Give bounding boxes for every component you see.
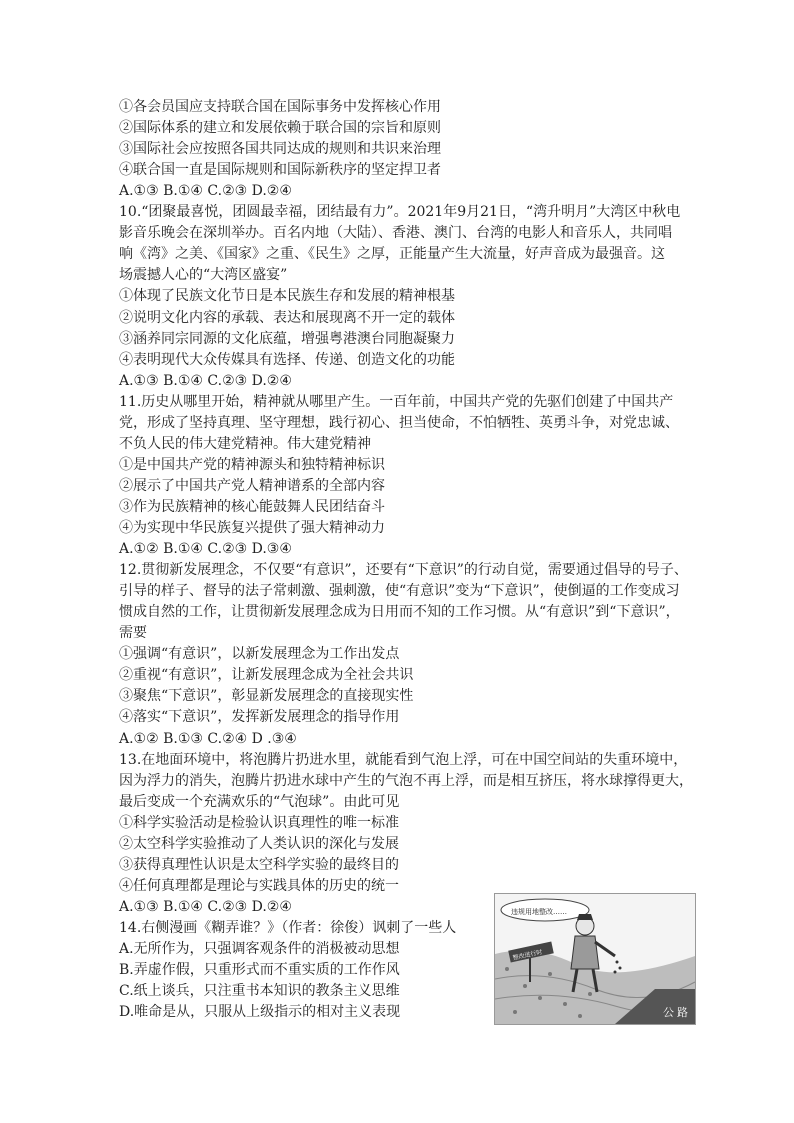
- text-line: ④为实现中华民族复兴提供了强大精神动力: [119, 520, 385, 536]
- text-line: ②说明文化内容的承载、表达和展现离不开一定的载体: [119, 309, 455, 326]
- text-line: 10.“团聚最喜悦，团圆最幸福，团结最有力”。2021年9月21日，“湾升明月”大湾区中秋电: [119, 204, 681, 221]
- text-line: ①是中国共产党的精神源头和独特精神标识: [119, 456, 385, 473]
- cartoon-speech-text: 违规用地整改……: [511, 908, 567, 916]
- text-line: ③获得真理性认识是太空科学实验的最终目的: [119, 856, 399, 873]
- cartoon-road-label: 公 路: [663, 1007, 689, 1019]
- text-line: 响《湾》之美、《国家》之重、《民生》之厚，正能量产生大流量，好声音成为最强音。这: [119, 246, 665, 263]
- text-line: 14.右侧漫画《糊弄谁？》（作者：徐俊）讽刺了一些人: [119, 919, 457, 936]
- text-line: A.①③ B.①④ C.②③ D.②④: [119, 898, 292, 915]
- text-line: 最后变成一个充满欢乐的“气泡球”。由此可见: [119, 793, 400, 810]
- text-line: ①各会员国应支持联合国在国际事务中发挥核心作用: [119, 99, 441, 115]
- cartoon-sign-text: 整改进行时: [512, 948, 544, 962]
- text-line: A.①② B.①④ C.②③ D.③④: [119, 541, 292, 558]
- text-line: ④联合国一直是国际规则和国际新秩序的坚定捍卫者: [119, 162, 441, 179]
- text-line: ③聚焦“下意识”，彰显新发展理念的直接现实性: [119, 688, 414, 705]
- text-line: C.纸上谈兵，只注重书本知识的教条主义思维: [119, 983, 400, 1000]
- text-line: ①科学实验活动是检验认识真理性的唯一标准: [119, 814, 399, 831]
- text-line: ④表明现代大众传媒具有选择、传递、创造文化的功能: [119, 351, 455, 368]
- text-line: ③作为民族精神的核心能鼓舞人民团结奋斗: [119, 498, 385, 515]
- text-line: 不负人民的伟大建党精神。伟大建党精神: [119, 435, 371, 452]
- text-line: 12.贯彻新发展理念，不仅要“有意识”，还要有“下意识”的行动自觉，需要通过倡导的号子、: [119, 562, 688, 579]
- text-line: 引导的样子、督导的法子常刺激、强刺激，使“有意识”变为“下意识”，使倒逼的工作变成习: [119, 583, 680, 600]
- text-line: ③涵养同宗同源的文化底蕴，增强粤港澳台同胞凝聚力: [119, 330, 455, 347]
- text-line: 因为浮力的消失，泡腾片扔进水球中产生的气泡不再上浮，而是相互挤压，将水球撑得更大，: [119, 772, 693, 789]
- text-line: ①强调“有意识”，以新发展理念为工作出发点: [119, 646, 400, 663]
- text-line: 场震撼人心的“大湾区盛宴”: [119, 267, 288, 284]
- cartoon-drawing: [495, 894, 695, 1024]
- text-line: ②重视“有意识”，让新发展理念成为全社会共识: [119, 667, 414, 684]
- text-line: A.①③ B.①④ C.②③ D.②④: [119, 372, 292, 389]
- text-line: B.弄虚作假，只重形式而不重实质的工作作风: [119, 962, 400, 979]
- text-line: 11.历史从哪里开始，精神就从哪里产生。一百年前，中国共产党的先驱们创建了中国共产: [119, 393, 674, 410]
- text-line: 党，形成了坚持真理、坚守理想，践行初心、担当使命，不怕牺牲、英勇斗争，对党忠诚、: [119, 414, 679, 431]
- text-line: ②国际体系的建立和发展依赖于联合国的宗旨和原则: [119, 120, 441, 137]
- text-line: ②太空科学实验推动了人类认识的深化与发展: [119, 835, 399, 852]
- text-line: ③国际社会应按照各国共同达成的规则和共识来治理: [119, 141, 441, 158]
- text-line: ①体现了民族文化节日是本民族生存和发展的精神根基: [119, 288, 455, 305]
- text-line: A.①② B.①③ C.②④ D .③④: [119, 730, 297, 747]
- text-line: ④任何真理都是理论与实践具体的历史的统一: [119, 877, 399, 894]
- text-line: ④落实“下意识”，发挥新发展理念的指导作用: [119, 709, 400, 726]
- text-line: D.唯命是从，只服从上级指示的相对主义表现: [119, 1004, 401, 1021]
- text-line: A.无所作为，只强调客观条件的消极被动思想: [119, 941, 400, 957]
- text-line: 需要: [119, 625, 147, 642]
- text-line: ②展示了中国共产党人精神谱系的全部内容: [119, 477, 385, 494]
- text-line: 惯成自然的工作，让贯彻新发展理念成为日用而不知的工作习惯。从“有意识”到“下意识”，: [119, 604, 680, 621]
- text-line: 13.在地面环境中，将泡腾片扔进水里，就能看到气泡上浮，可在中国空间站的失重环境中，: [119, 751, 688, 768]
- text-line: 影音乐晚会在深圳举办。百名内地（大陆）、香港、澳门、台湾的电影人和音乐人，共同唱: [119, 225, 672, 242]
- text-line: A.①③ B.①④ C.②③ D.②④: [119, 183, 292, 200]
- cartoon-image: [494, 893, 696, 1025]
